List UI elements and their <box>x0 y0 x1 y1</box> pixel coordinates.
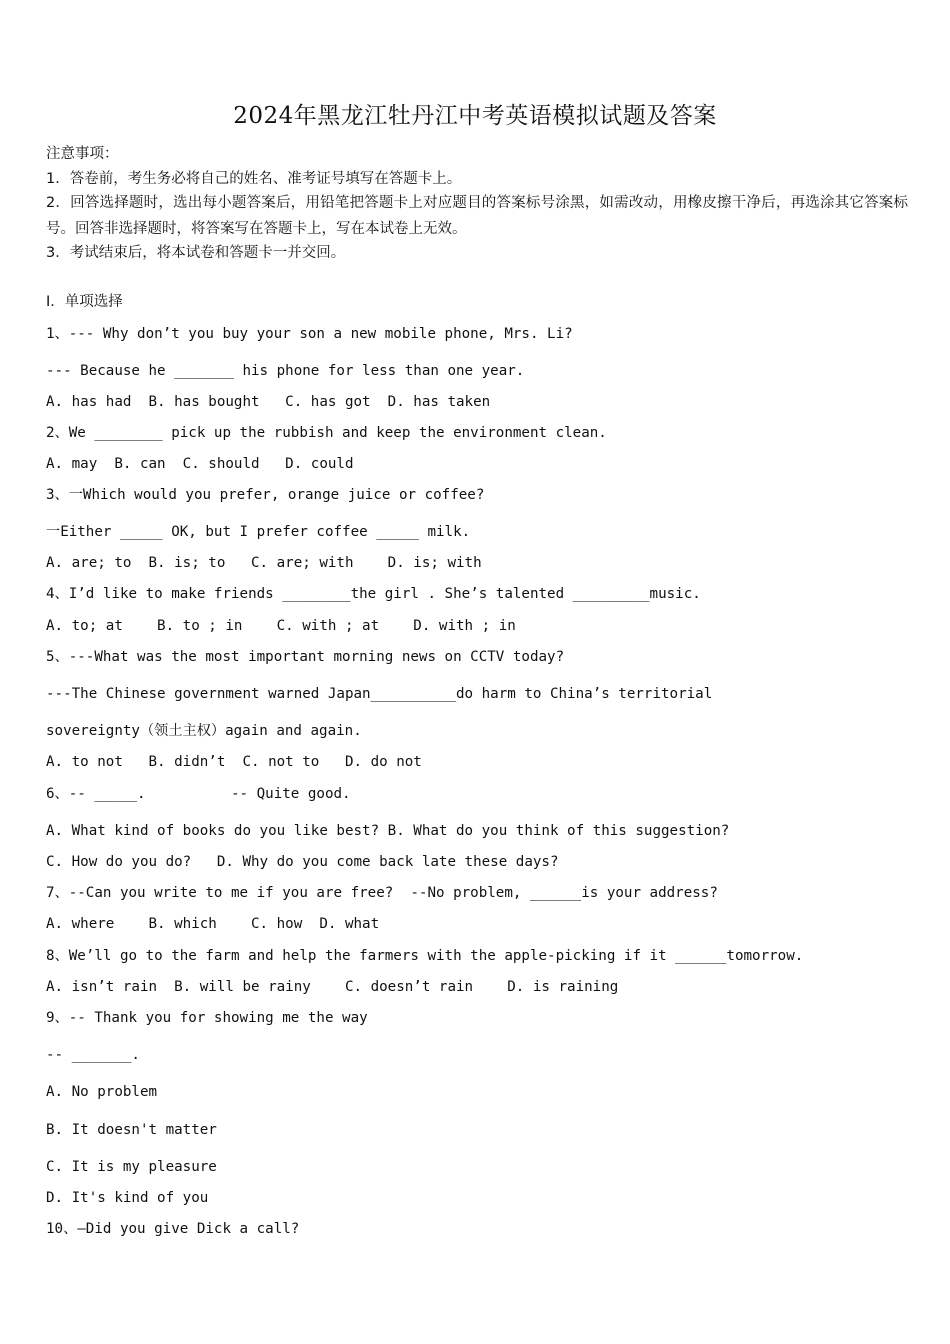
question-line: sovereignty（领土主权）again and again. <box>46 723 362 739</box>
question-line: 6、-- _____. -- Quite good. <box>46 786 351 802</box>
question-line: 3、一Which would you prefer, orange juice or coffee? <box>46 487 485 503</box>
notice-item-1: 1．答卷前，考生务必将自己的姓名、准考证号填写在答题卡上。 <box>46 171 462 187</box>
question-line: 5、---What was the most important morning news on CCTV today? <box>46 649 565 665</box>
question-line: -- _______. <box>46 1047 140 1063</box>
options-line: A. to not B. didn’t C. not to D. do not <box>46 754 422 770</box>
question-line: 一Either _____ OK, but I prefer coffee _____ milk. <box>46 524 471 540</box>
options-line: A. where B. which C. how D. what <box>46 916 380 932</box>
options-line: B. It doesn't matter <box>46 1122 217 1138</box>
options-line: A. has had B. has bought C. has got D. has taken <box>46 394 491 410</box>
question-line: 4、I’d like to make friends ________the girl . She’s talented _________music. <box>46 586 701 602</box>
question-line: 7、--Can you write to me if you are free? --No problem, ______is your address? <box>46 885 718 901</box>
options-line: C. It is my pleasure <box>46 1159 217 1175</box>
question-line: 10、—Did you give Dick a call? <box>46 1221 300 1237</box>
notice-item-3: 3．考试结束后，将本试卷和答题卡一并交回。 <box>46 245 346 261</box>
question-line: 8、We’ll go to the farm and help the farmers with the apple-picking if it ______tomorrow. <box>46 948 804 964</box>
options-line: A. to; at B. to ; in C. with ; at D. with ; in <box>46 618 516 634</box>
question-line: ---The Chinese government warned Japan__________do harm to China’s territorial <box>46 686 713 702</box>
notice-heading: 注意事项： <box>46 146 119 162</box>
question-line: 9、-- Thank you for showing me the way <box>46 1010 368 1026</box>
options-line: A. may B. can C. should D. could <box>46 456 354 472</box>
question-line: 2、We ________ pick up the rubbish and keep the environment clean. <box>46 425 607 441</box>
question-line: --- Because he _______ his phone for less than one year. <box>46 363 525 379</box>
options-line: A. No problem <box>46 1084 158 1100</box>
options-line: A. are; to B. is; to C. are; with D. is; with <box>46 555 482 571</box>
page-title: 2024年黑龙江牡丹江中考英语模拟试题及答案 <box>233 103 717 129</box>
section-heading: Ⅰ．单项选择 <box>46 294 123 310</box>
options-line: D. It's kind of you <box>46 1190 209 1206</box>
notice-item-2: 2．回答选择题时，选出每小题答案后，用铅笔把答题卡上对应题目的答案标号涂黑，如需改动，用橡皮擦干净后，再选涂其它答案标号。回答非选择题时，将答案写在答题卡上，写在本试卷上无效。 <box>46 195 908 237</box>
options-line: A. isn’t rain B. will be rainy C. doesn’t rain D. is raining <box>46 979 619 995</box>
question-line: 1、--- Why don’t you buy your son a new mobile phone, Mrs. Li? <box>46 326 573 342</box>
options-line: A. What kind of books do you like best? B. What do you think of this suggestion? <box>46 823 730 839</box>
options-line: C. How do you do? D. Why do you come back late these days? <box>46 854 559 870</box>
